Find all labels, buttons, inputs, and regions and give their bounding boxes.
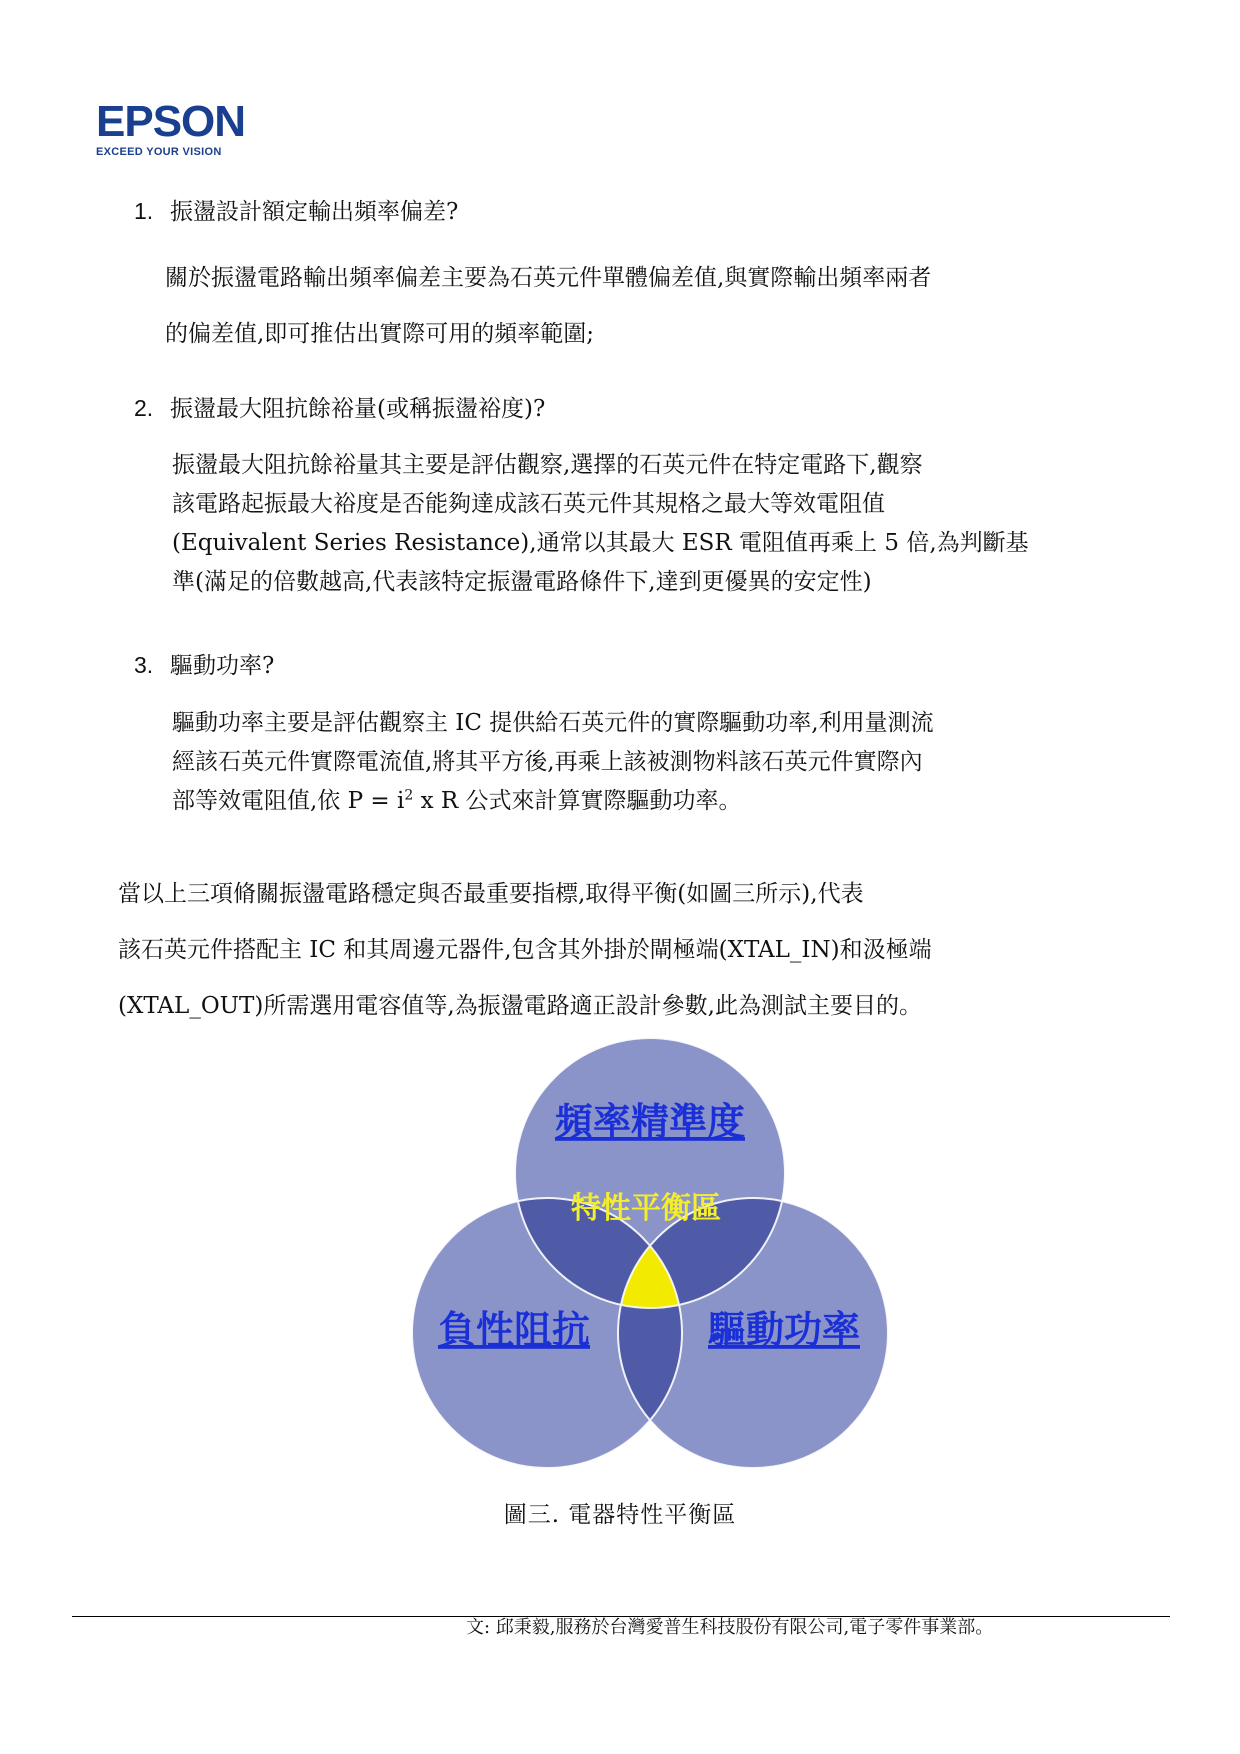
negative-resistance-label: 負性阻抗 <box>437 1310 591 1352</box>
body-line: 經該石英元件實際電流值,將其平方後,再乘上該被測物料該石英元件實際內 <box>172 749 923 775</box>
summary-line: 該石英元件搭配主 IC 和其周邊元器件,包含其外掛於閘極端(XTAL_IN)和汲極端 <box>118 937 932 963</box>
figure-caption: 圖三. 電器特性平衡區 <box>503 1502 737 1528</box>
body-line: 該電路起振最大裕度是否能夠達成該石英元件其規格之最大等效電阻值 <box>172 491 885 517</box>
section-title: 振盪設計額定輸出頻率偏差? <box>170 199 459 225</box>
section-3-heading <box>134 650 274 681</box>
author-footer: 文: 邱秉毅,服務於台灣愛普生科技股份有限公司,電子零件事業部。 <box>466 1617 994 1638</box>
summary-line: (XTAL_OUT)所需選用電容值等,為振盪電路適正設計參數,此為測試主要目的。 <box>118 993 922 1019</box>
drive-level-label: 驅動功率 <box>707 1310 861 1352</box>
section-2-body <box>172 446 1029 602</box>
section-number: 2. <box>134 395 154 421</box>
epson-logo <box>96 97 266 158</box>
section-title: 振盪最大阻抗餘裕量(或稱振盪裕度)? <box>170 396 546 422</box>
section-title: 驅動功率? <box>170 653 275 679</box>
summary-line: 當以上三項脩關振盪電路穩定與否最重要指標,取得平衡(如圖三所示),代表 <box>118 881 864 907</box>
formula-line <box>172 782 934 821</box>
body-line: 驅動功率主要是評估觀察主 IC 提供給石英元件的實際驅動功率,利用量測流 <box>172 710 934 736</box>
section-number: 1. <box>134 198 154 224</box>
formula-exponent: 2 <box>404 787 414 804</box>
logo-wordmark: EPSON <box>96 97 246 146</box>
formula-prefix: 部等效電阻值,依 P = i <box>172 788 405 814</box>
section-number: 3. <box>134 652 154 678</box>
balance-zone-label: 特性平衡區 <box>571 1192 721 1225</box>
body-line: (Equivalent Series Resistance),通常以其最大 ESR 電阻值再乘上 5 倍,為判斷基 <box>172 530 1029 556</box>
frequency-accuracy-label: 頻率精準度 <box>554 1102 746 1144</box>
body-line: 的偏差值,即可推估出實際可用的頻率範圍; <box>165 321 595 347</box>
summary-paragraph <box>118 866 932 1034</box>
body-line: 準(滿足的倍數越高,代表該特定振盪電路條件下,達到更優異的安定性) <box>172 569 872 595</box>
body-line: 關於振盪電路輸出頻率偏差主要為石英元件單體偏差值,與實際輸出頻率兩者 <box>165 265 932 291</box>
logo-tagline: EXCEED YOUR VISION <box>96 146 222 158</box>
body-line: 振盪最大阻抗餘裕量其主要是評估觀察,選擇的石英元件在特定電路下,觀察 <box>172 452 923 478</box>
section-2-heading <box>134 393 545 424</box>
formula-suffix: x R 公式來計算實際驅動功率。 <box>413 788 742 814</box>
section-1-heading <box>134 196 458 227</box>
section-1-body <box>165 250 931 362</box>
section-3-body <box>172 704 934 821</box>
balance-venn-diagram <box>410 1035 890 1475</box>
